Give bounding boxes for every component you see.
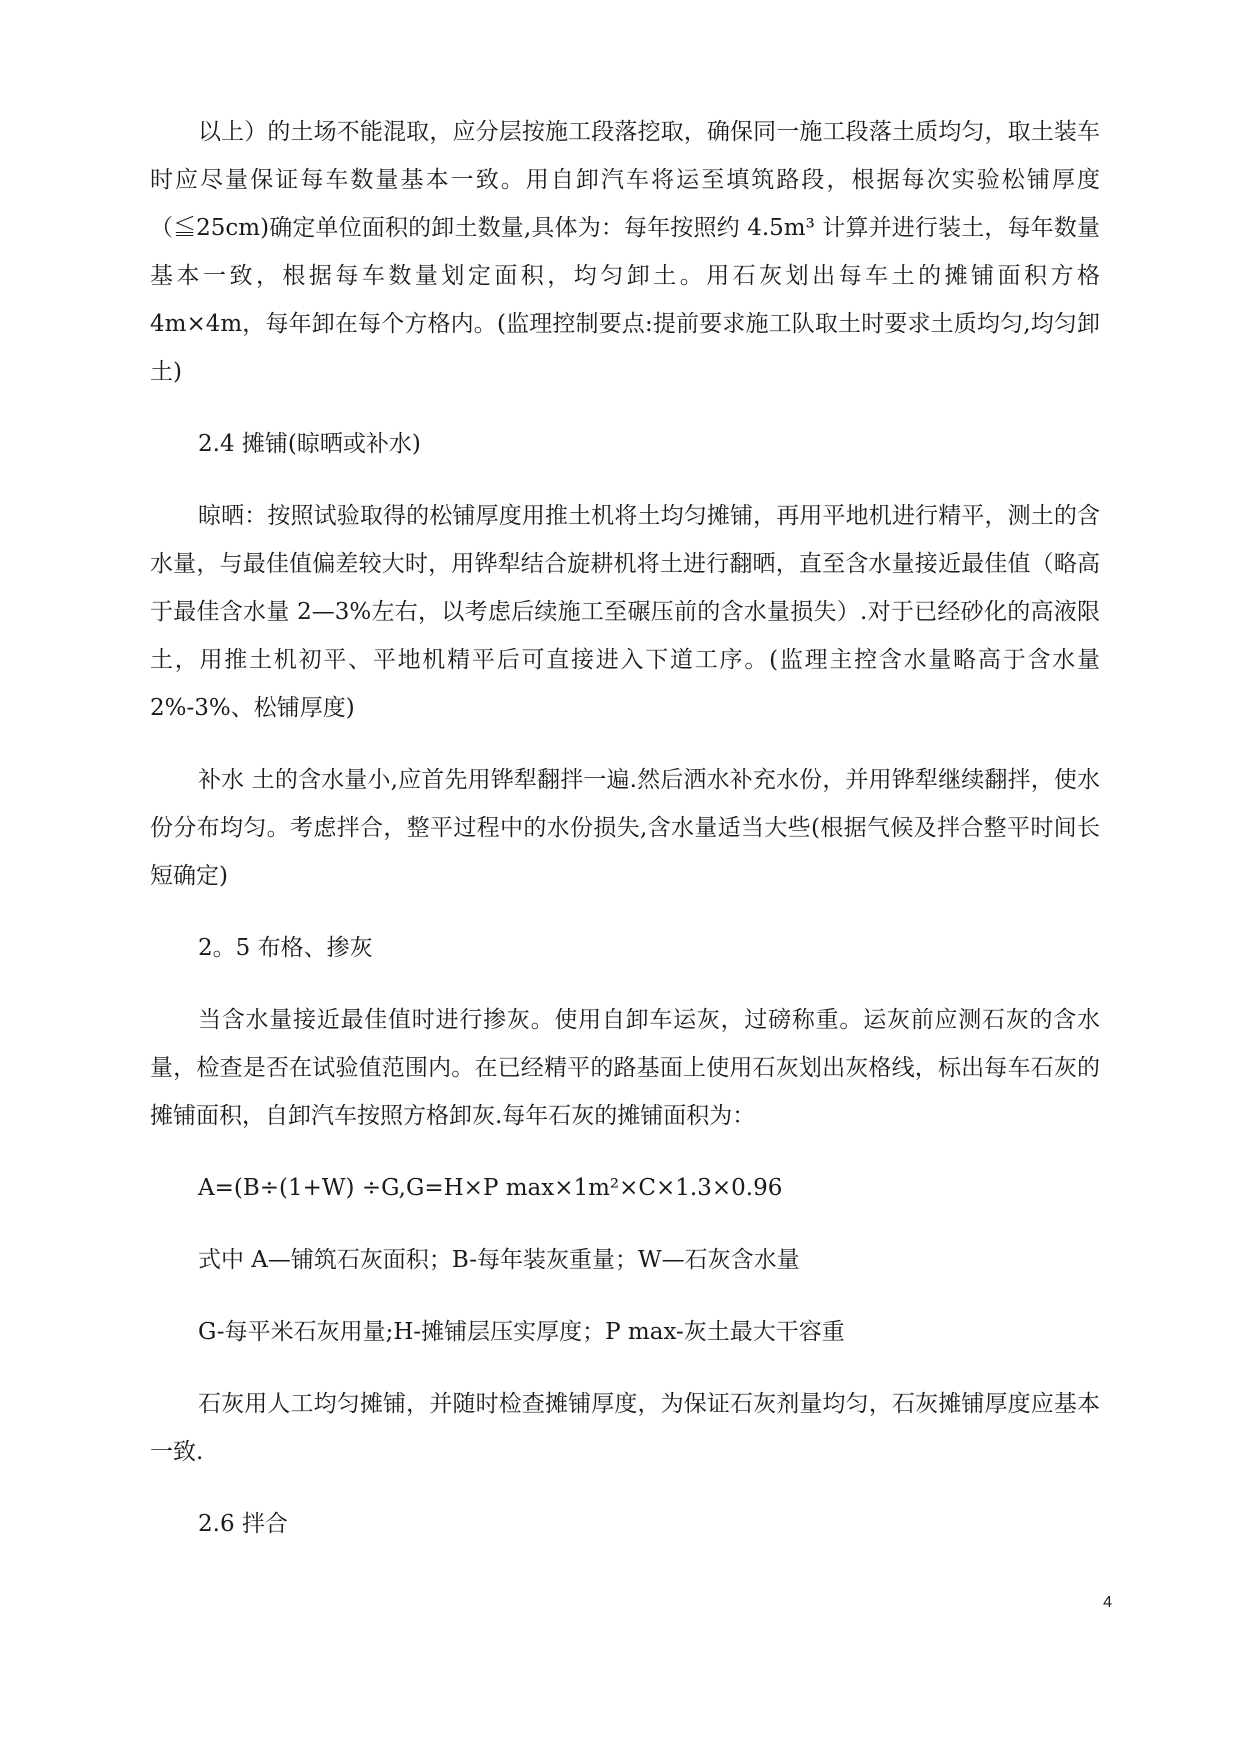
document-body [150,108,1100,1548]
paragraph-lime-mixing: 当含水量接近最佳值时进行掺灰。使用自卸车运灰，过磅称重。运灰前应测石灰的含水量，检查是否在试验值范围内。在已经精平的路基面上使用石灰划出灰格线，标出每车石灰的摊铺面积，自卸汽车按照方格卸灰.每年石灰的摊铺面积为： [150,1007,1100,1129]
paragraph-drying: 晾晒：按照试验取得的松铺厚度用推土机将土均匀摊铺，再用平地机进行精平，测土的含水量，与最佳值偏差较大时，用铧犁结合旋耕机将土进行翻晒，直至含水量接近最佳值（略高于最佳含水量 2—3%左右，以考虑后续施工至碾压前的含水量损失）.对于已经砂化的高液限土，用推土机初平、平地机精平后可直接进入下道工序。(监理主控含水量略高于含水量 2%-3%、松铺厚度) [150,503,1100,721]
section-heading-2-6: 2.6 拌合 [198,1511,288,1537]
formula-lime-area: A=(B÷(1+W) ÷G,G=H×P max×1m²×C×1.3×0.96 [198,1175,783,1201]
paragraph-watering: 补水 土的含水量小,应首先用铧犁翻拌一遍.然后洒水补充水份，并用铧犁继续翻拌，使水份分布均匀。考虑拌合，整平过程中的水份损失,含水量适当大些(根据气候及拌合整平时间长短确定) [150,767,1100,889]
formula-legend-1: 式中 A—铺筑石灰面积；B-每年装灰重量；W—石灰含水量 [198,1247,800,1273]
page-number: 4 [1103,1594,1112,1611]
paragraph-lime-spreading: 石灰用人工均匀摊铺，并随时检查摊铺厚度，为保证石灰剂量均匀，石灰摊铺厚度应基本一致. [150,1391,1100,1465]
section-heading-2-4: 2.4 摊铺(晾晒或补水) [198,431,421,457]
formula-legend-2: G-每平米石灰用量;H-摊铺层压实厚度；P max-灰土最大干容重 [198,1319,845,1345]
paragraph-soil-loading: 以上）的土场不能混取，应分层按施工段落挖取，确保同一施工段落土质均匀，取土装车时应尽量保证每车数量基本一致。用自卸汽车将运至填筑路段，根据每次实验松铺厚度（≦25cm)确定单位面积的卸土数量,具体为：每年按照约 4.5m³ 计算并进行装土，每年数量基本一致，根据每车数量划定面积，均匀卸土。用石灰划出每车土的摊铺面积方格 4m×4m，每年卸在每个方格内。(监理控制要点:提前要求施工队取土时要求土质均匀,均匀卸土) [150,119,1100,385]
section-heading-2-5: 2。5 布格、掺灰 [198,935,373,961]
